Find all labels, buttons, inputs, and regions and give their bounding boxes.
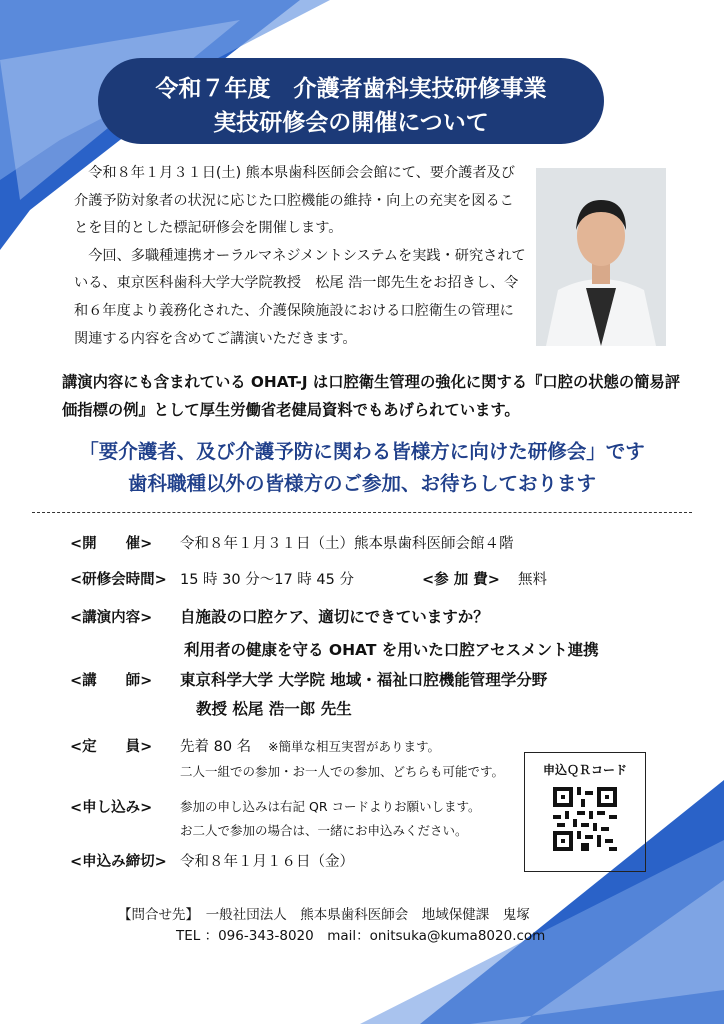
apply-label: <申し込み>: [70, 800, 153, 816]
qr-code-icon: [553, 787, 617, 851]
fee-value: 無料: [518, 572, 547, 588]
capacity-note: ※簡単な相互実習があります。: [268, 739, 440, 754]
capacity-note-2: 二人一組での参加・お一人での参加、どちらも可能です。: [180, 764, 505, 779]
topic-line-1: 自施設の口腔ケア、適切にできていますか？: [180, 608, 489, 626]
intro-paragraph-2: 今回、多職種連携オーラルマネジメントシステムを実践・研究されている、東京医科歯科大学大学院教授 松尾 浩一郎先生をお招きし、令和６年度より義務化された、介護保険施設における口腔衛生の管理に関連する内容を含めてご講演いただきます。: [74, 247, 526, 347]
qr-code-box[interactable]: [524, 752, 646, 872]
lecturer-photo: [536, 168, 666, 346]
apply-line-1: 参加の申し込みは右記 QR コードよりお願いします。: [180, 799, 481, 814]
ohat-note: 講演内容にも含まれている OHAT-J は口腔衛生管理の強化に関する『口腔の状態の簡易評価指標の例』として厚生労働省老健局資料でもあげられています。: [62, 373, 681, 419]
qr-label: 申込ＱＲコード: [542, 763, 627, 777]
lecturer-line-1: 東京科学大学 大学院 地域・福祉口腔機能管理学分野: [180, 671, 548, 689]
topic-line-2: 利用者の健康を守る OHAT を用いた口腔アセスメント連携: [184, 641, 599, 659]
time-label: <研修会時間>: [70, 572, 167, 588]
deadline-label: <申込み締切>: [70, 854, 167, 870]
lecturer-label: <講 師>: [70, 673, 153, 689]
divider: [32, 512, 692, 513]
deadline-value: 令和８年１月１６日（金）: [180, 854, 354, 870]
banner-line-1: 「要介護者、及び介護予防に関わる皆様方に向けた研修会」です: [79, 440, 645, 463]
title-line-1: 令和７年度 介護者歯科実技研修事業: [155, 76, 547, 102]
capacity-label: <定 員>: [70, 739, 153, 755]
lecturer-line-2: 教授 松尾 浩一郎 先生: [196, 700, 352, 718]
time-value: 15 時 30 分～17 時 45 分: [180, 572, 354, 588]
contact-line-1: 【問合せ先】 一般社団法人 熊本県歯科医師会 地域保健課 鬼塚: [118, 907, 530, 923]
title-banner: [98, 58, 604, 144]
banner-line-2: 歯科職種以外の皆様方のご参加、お待ちしております: [127, 472, 596, 495]
capacity-value: 先着 80 名: [180, 739, 252, 755]
fee-label: <参 加 費>: [422, 572, 500, 588]
contact-line-2[interactable]: TEL ：096-343-8020 mail：onitsuka@kuma8020.com: [176, 928, 546, 944]
venue-label: <開 催>: [70, 536, 153, 552]
intro-paragraph-1: 令和８年１月３１日(土) 熊本県歯科医師会会館にて、要介護者及び介護予防対象者の状況に応じた口腔機能の維持・向上の充実を図ることを目的とした標記研修会を開催します。: [74, 165, 515, 237]
topic-label: <講演内容>: [70, 610, 153, 626]
venue-value: 令和８年１月３１日（土）熊本県歯科医師会館４階: [180, 536, 514, 552]
title-line-2: 実技研修会の開催について: [213, 110, 489, 136]
intro-text: [74, 160, 526, 353]
apply-line-2: お二人で参加の場合は、一緒にお申込みください。: [180, 823, 468, 838]
